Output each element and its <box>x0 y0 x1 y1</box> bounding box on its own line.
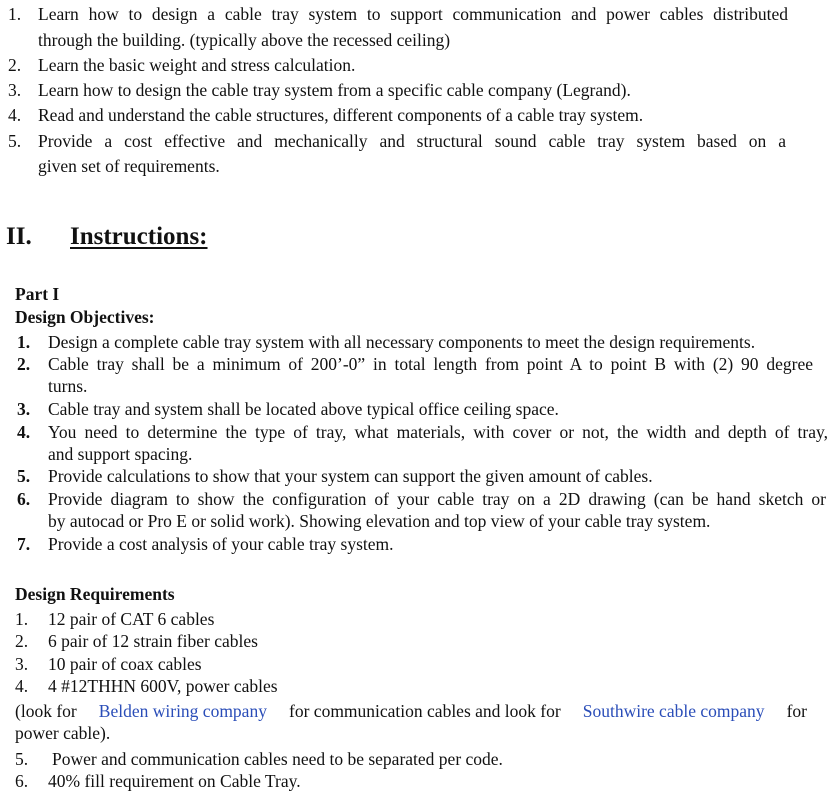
design-objective-7: Provide a cost analysis of your cable tray system. <box>48 534 394 554</box>
design-objective-2-line1: Cable tray shall be a minimum of 200’-0” in total length from point A to point B with (2) 90 degree <box>48 354 813 374</box>
design-objective-4-line2: and support spacing. <box>48 444 193 464</box>
design-objective-6-line1: Provide diagram to show the configuration of your cable tray on a 2D drawing (can be hand sketch or <box>48 489 826 509</box>
list-number: 5. <box>8 131 22 151</box>
section-title: Instructions: <box>70 223 208 250</box>
section-number: II. <box>6 223 32 250</box>
objective-item-4: Read and understand the cable structures, different components of a cable tray system. <box>38 105 644 125</box>
requirement-5: Power and communication cables need to be separated per code. <box>52 749 503 769</box>
list-number: 4. <box>15 676 29 696</box>
list-number: 4. <box>8 105 22 125</box>
list-number: 7. <box>17 534 31 554</box>
objective-item-3: Learn how to design the cable tray system from a specific cable company (Legrand). <box>38 80 631 100</box>
objective-item-2: Learn the basic weight and stress calculation. <box>38 55 356 75</box>
design-objective-5: Provide calculations to show that your system can support the given amount of cables. <box>48 466 653 486</box>
list-number: 1. <box>17 332 31 352</box>
note-text: for <box>786 701 807 721</box>
requirement-3: 10 pair of coax cables <box>48 654 202 674</box>
requirement-4: 4 #12THHN 600V, power cables <box>48 676 278 696</box>
list-number: 2. <box>17 354 31 374</box>
requirement-note-line2: power cable). <box>15 723 111 743</box>
list-number: 5. <box>17 466 31 486</box>
belden-link[interactable]: Belden wiring company <box>98 701 267 721</box>
note-text: for communication cables and look for <box>289 701 561 721</box>
design-objective-6-line2: by autocad or Pro E or solid work). Showing elevation and top view of your cable tray system. <box>48 511 711 531</box>
objective-item-1-line2: through the building. (typically above the recessed ceiling) <box>38 30 451 50</box>
list-number: 2. <box>8 55 22 75</box>
list-number: 2. <box>15 631 29 651</box>
list-number: 3. <box>8 80 22 100</box>
design-objective-1: Design a complete cable tray system with all necessary components to meet the design requirements. <box>48 332 756 352</box>
design-objective-4-line1: You need to determine the type of tray, what materials, with cover or not, the width and depth of tray, <box>48 422 828 442</box>
objective-item-5-line2: given set of requirements. <box>38 156 220 176</box>
list-number: 1. <box>8 4 22 24</box>
list-number: 3. <box>17 399 31 419</box>
design-objective-3: Cable tray and system shall be located above typical office ceiling space. <box>48 399 559 419</box>
design-objective-2-line2: turns. <box>48 376 88 396</box>
list-number: 5. <box>15 749 29 769</box>
list-number: 4. <box>17 422 31 442</box>
requirement-note <box>15 700 807 722</box>
list-number: 6. <box>17 489 31 509</box>
list-number: 6. <box>15 771 29 791</box>
list-number: 3. <box>15 654 29 674</box>
note-text: (look for <box>15 701 77 721</box>
part-label: Part I <box>15 284 60 304</box>
design-objectives-heading: Design Objectives: <box>15 307 155 327</box>
list-number: 1. <box>15 609 29 629</box>
objective-item-5-line1: Provide a cost effective and mechanically and structural sound cable tray system based on a <box>38 131 786 151</box>
southwire-link[interactable]: Southwire cable company <box>582 701 765 721</box>
design-requirements-heading: Design Requirements <box>15 584 175 604</box>
objective-item-1-line1: Learn how to design a cable tray system to support communication and power cables distributed <box>38 4 788 24</box>
requirement-1: 12 pair of CAT 6 cables <box>48 609 215 629</box>
requirement-6: 40% fill requirement on Cable Tray. <box>48 771 301 791</box>
requirement-2: 6 pair of 12 strain fiber cables <box>48 631 258 651</box>
